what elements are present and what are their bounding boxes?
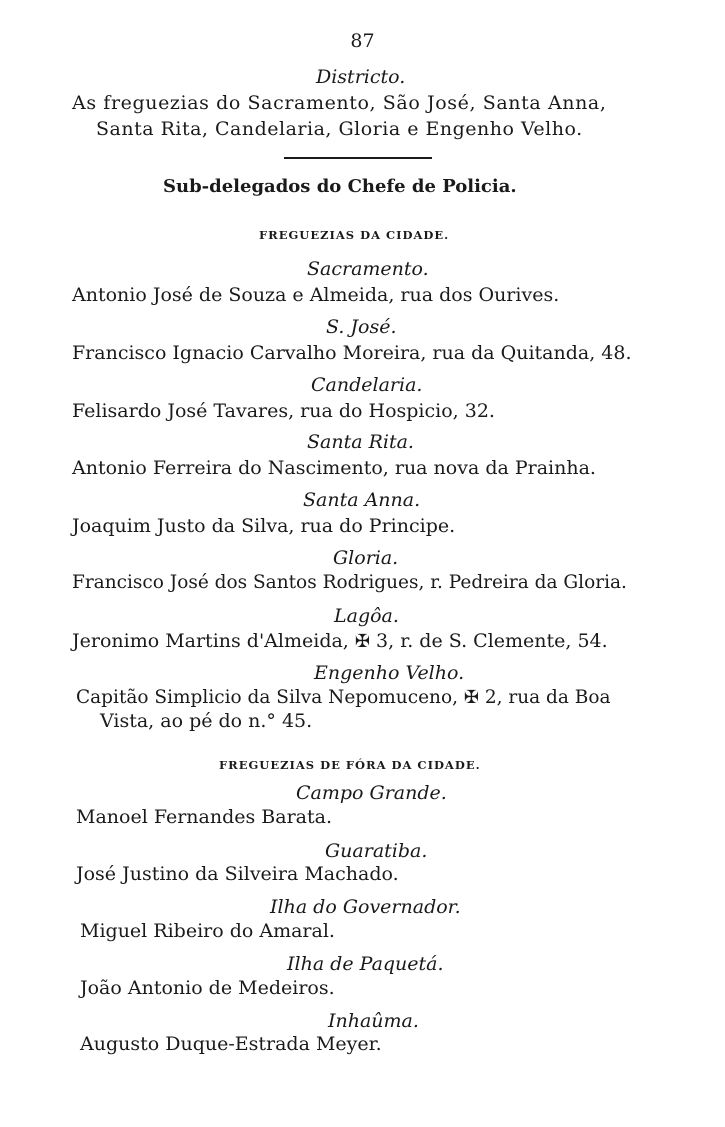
order-cross-icon: ✠ [354, 631, 370, 652]
parish-name: Ilha do Governador. [270, 896, 461, 918]
subdelegate-entry [76, 687, 611, 709]
parish-name: Santa Rita. [307, 431, 414, 453]
subdelegate-entry: Felisardo José Tavares, rua do Hospicio, 32. [72, 400, 495, 422]
parish-name: Gloria. [333, 547, 399, 569]
subdelegate-entry: José Justino da Silveira Machado. [76, 863, 399, 885]
order-cross-icon: ✠ [463, 687, 479, 708]
parish-name: Sacramento. [307, 258, 429, 280]
districto-line-2: Santa Rita, Candelaria, Gloria e Engenho Velho. [96, 118, 583, 140]
outside-parishes-header: FREGUEZIAS DE FÓRA DA CIDADE. [219, 758, 481, 772]
parish-name: Candelaria. [311, 374, 423, 396]
subdelegate-entry [72, 630, 608, 653]
subdelegate-entry: João Antonio de Medeiros. [80, 977, 335, 999]
subdelegate-entry: Manoel Fernandes Barata. [76, 806, 332, 828]
subdelegate-entry: Francisco Ignacio Carvalho Moreira, rua da Quitanda, 48. [72, 342, 632, 364]
subdelegate-address: 3, r. de S. Clemente, 54. [376, 630, 608, 652]
parish-name: Lagôa. [334, 605, 399, 627]
subdelegados-title: Sub-delegados do Chefe de Policia. [163, 176, 517, 197]
subdelegate-entry-continued: Vista, ao pé do n.° 45. [100, 710, 313, 732]
subdelegate-entry: Francisco José dos Santos Rodrigues, r. Pedreira da Gloria. [72, 572, 627, 593]
subdelegate-address: 2, rua da Boa [484, 687, 611, 708]
subdelegate-name: Jeronimo Martins d'Almeida, [72, 630, 349, 652]
parish-name: Inhaûma. [328, 1010, 419, 1032]
parish-name: S. José. [326, 316, 397, 338]
parish-name: Engenho Velho. [314, 662, 465, 684]
subdelegate-entry: Antonio Ferreira do Nascimento, rua nova da Prainha. [72, 457, 596, 479]
subdelegate-entry: Joaquim Justo da Silva, rua do Principe. [72, 515, 456, 537]
subdelegate-entry: Antonio José de Souza e Almeida, rua dos Ourives. [72, 284, 560, 306]
parish-name: Campo Grande. [296, 782, 447, 804]
parish-name: Santa Anna. [303, 489, 421, 511]
districto-line-1: As freguezias do Sacramento, São José, Santa Anna, [72, 92, 607, 114]
section-divider [284, 157, 432, 159]
city-parishes-header: FREGUEZIAS DA CIDADE. [259, 228, 450, 242]
subdelegate-entry: Augusto Duque-Estrada Meyer. [80, 1033, 382, 1055]
page-number: 87 [350, 30, 375, 52]
subdelegate-entry: Miguel Ribeiro do Amaral. [80, 920, 335, 942]
parish-name: Guaratiba. [325, 840, 428, 862]
parish-name: Ilha de Paquetá. [287, 953, 444, 975]
districto-heading: Districto. [316, 66, 406, 88]
subdelegate-name: Capitão Simplicio da Silva Nepomuceno, [76, 687, 458, 708]
